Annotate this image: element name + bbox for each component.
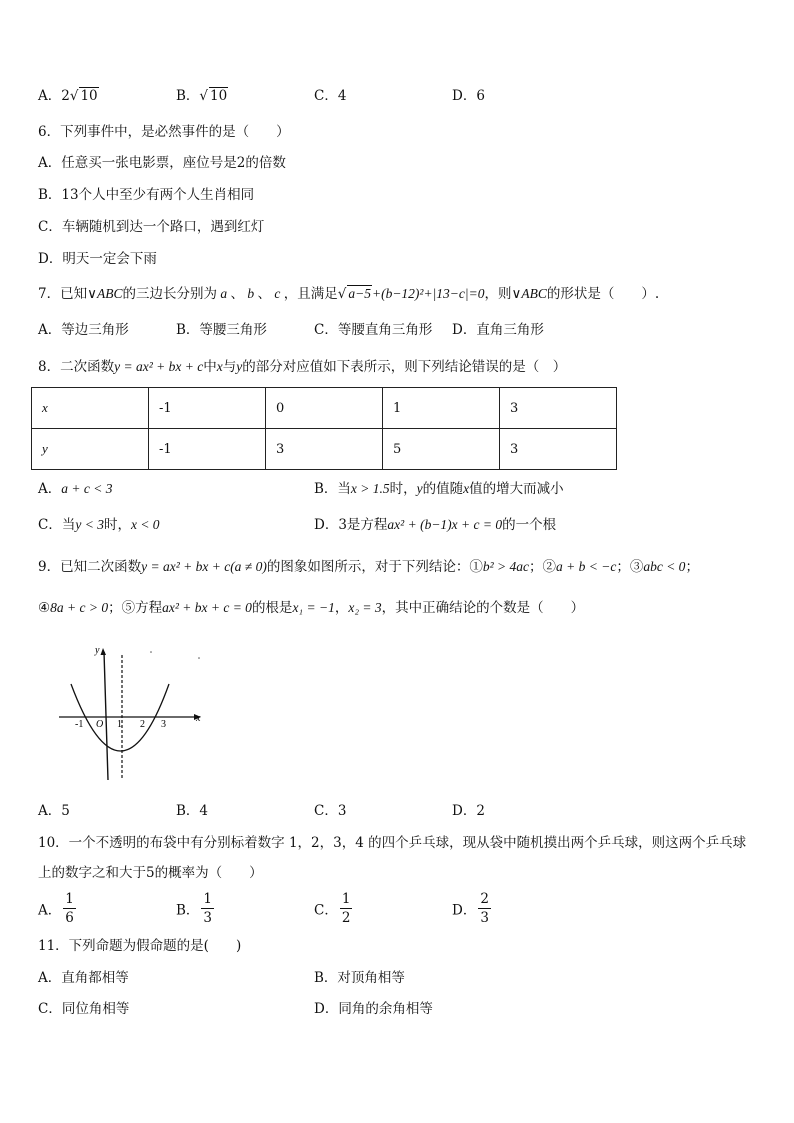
q8-value-table (31, 387, 617, 470)
tick-label-neg1: -1 (75, 719, 84, 730)
q9-stem-line2: ④8a + c > 0；⑤方程ax² + bx + c = 0的根是x₁ = −1，x₂ = 3，其中正确结论的个数是（ ） (38, 600, 585, 616)
q5-option-c: C．4 (314, 88, 347, 104)
x-axis-label: x (196, 713, 201, 724)
y-axis-arrow-icon (101, 648, 107, 655)
table-cell: 0 (266, 388, 383, 429)
q11-stem: 11．下列命题为假命题的是( ) (38, 938, 242, 954)
y-axis (104, 652, 108, 780)
q5-option-d: D．6 (452, 88, 485, 104)
q11-option-d: D．同角的余角相等 (314, 1001, 433, 1017)
q11-option-c: C．同位角相等 (38, 1001, 130, 1017)
table-row (32, 388, 617, 429)
q9-stem-line1: 9．已知二次函数y = ax² + bx + c(a ≠ 0)的图象如图所示，对于下列结论：①b² > 4ac；②a + b < −c；③abc < 0； (38, 559, 699, 575)
q9-option-b: B．4 (176, 803, 209, 819)
q6-stem: 6．下列事件中，是必然事件的是（ ） (38, 124, 290, 140)
q7-option-a: A．等边三角形 (38, 322, 129, 338)
tick-label-2: 2 (140, 719, 145, 730)
q7-option-b: B．等腰三角形 (176, 322, 267, 338)
q9-option-c: C．3 (314, 803, 347, 819)
q8-option-d: D．3是方程ax² + (b−1)x + c = 0的一个根 (314, 517, 557, 533)
q11-option-a: A．直角都相等 (38, 970, 129, 986)
q9-parabola-graph (55, 640, 215, 785)
q7-stem: 7．已知∨ABC的三边长分别为 a 、 b 、 c ，且满足√ a−5+(b−12)²+|13−c|=0，则∨ABC的形状是（ ）. (38, 286, 660, 302)
q10-option-b: B． $\frac{1}{3}$ (176, 891, 213, 926)
q7-option-d: D．直角三角形 (452, 322, 544, 338)
speck-mark (150, 651, 152, 653)
q9-option-a: A．5 (38, 803, 70, 819)
table-cell: 3 (500, 388, 617, 429)
table-cell: x (32, 388, 149, 429)
origin-label: O (96, 719, 104, 730)
q8-option-c: C．当y < 3时，x < 0 (38, 517, 160, 533)
q11-option-b: B．对顶角相等 (314, 970, 405, 986)
q8-option-b: B．当x > 1.5时，y的值随x值的增大而减小 (314, 481, 564, 497)
q6-option-d: D．明天一定会下雨 (38, 251, 157, 267)
q6-option-c: C．车辆随机到达一个路口，遇到红灯 (38, 219, 265, 235)
tick-label-3: 3 (161, 719, 166, 730)
q10-option-a: A． $\frac{1}{6}$ (38, 891, 74, 926)
q6-option-a: A．任意买一张电影票，座位号是2的倍数 (38, 155, 286, 171)
q6-option-b: B．13个人中至少有两个人生肖相同 (38, 187, 255, 203)
q8-stem: 8．二次函数y = ax² + bx + c中x与y的部分对应值如下表所示，则下列结论错误的是（ ） (38, 359, 567, 375)
table-cell: 3 (500, 429, 617, 470)
q10-stem-line2: 上的数字之和大于5的概率为（ ） (38, 865, 263, 881)
q9-option-d: D．2 (452, 803, 485, 819)
table-cell: -1 (149, 388, 266, 429)
table-row (32, 429, 617, 470)
speck-mark (198, 657, 200, 659)
tick-label-1: 1 (117, 719, 122, 730)
q5-option-b-radicand: 10 (210, 88, 228, 104)
q5-option-a: A．2√ 10 (38, 88, 98, 104)
table-cell: 5 (383, 429, 500, 470)
y-axis-label: y (95, 645, 100, 656)
q10-option-d: D． $\frac{2}{3}$ (452, 891, 489, 926)
table-cell: 1 (383, 388, 500, 429)
table-cell: -1 (149, 429, 266, 470)
table-cell: y (32, 429, 149, 470)
q5-option-b: B．√ 10 (176, 88, 228, 104)
q8-option-a: A．a + c < 3 (38, 481, 113, 497)
q10-option-c: C． $\frac{1}{2}$ (314, 891, 351, 926)
table-cell: 3 (266, 429, 383, 470)
q7-option-c: C．等腰直角三角形 (314, 322, 433, 338)
q10-stem-line1: 10．一个不透明的布袋中有分别标着数字 1，2，3，4 的四个乒乓球，现从袋中随机摸出两个乒乓球，则这两个乒乓球 (38, 835, 747, 851)
